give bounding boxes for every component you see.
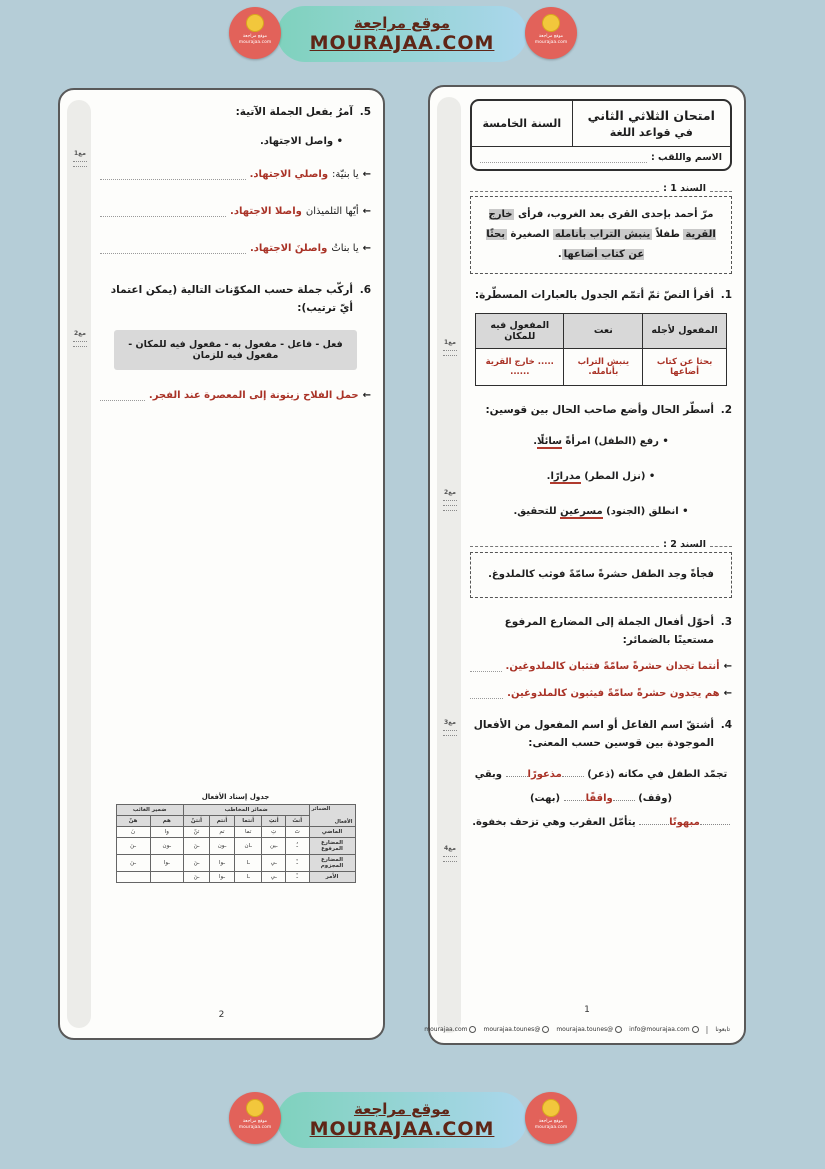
bottom-banner <box>277 1092 527 1148</box>
conjugation-cell: ـنَ <box>183 854 209 871</box>
conjugation-cell: ـُ <box>285 837 309 854</box>
q5-answer-line: ← أيّها التلميذان واصلا الاجتهاد. <box>100 206 371 217</box>
pronoun-header: أنتَ <box>285 815 309 826</box>
mourajaa-logo-badge-top-right <box>525 7 577 59</box>
table-corner-cell: الضمائر الأفعال <box>309 804 355 826</box>
sanad1-label: السند 1 : <box>663 183 706 194</box>
logo-icon <box>542 1099 560 1117</box>
question-2: 2. أسطّر الحال وأضع صاحب الحال بين قوسين: <box>485 403 732 416</box>
conjugation-cell: ـنَ <box>183 837 209 854</box>
table-header: نعت <box>564 313 643 348</box>
arrow-icon: ← <box>723 661 732 673</box>
conjugation-cell: وا <box>150 826 183 837</box>
globe-icon <box>469 1026 476 1033</box>
underlined-phrase: بحثًا عن كتاب أضاعها <box>486 229 645 260</box>
question-5: 5. آمرُ بفعل الجملة الآتية: <box>235 106 371 118</box>
question-4: 4. أشتقّ اسم الفاعل أو اسم المفعول من الأفعال الموجودة بين قوسين حسب المعنى: <box>473 719 732 750</box>
exam-header-row <box>472 101 730 147</box>
criterion-mark: مع2 <box>69 330 91 347</box>
tense-label: الأمر <box>309 871 355 882</box>
conjugation-cell: ـون <box>150 837 183 854</box>
verb-conjugation-table-wrap <box>116 793 356 883</box>
conjugation-cell: تِ <box>262 826 286 837</box>
sanad1-label-row <box>470 183 732 194</box>
q2-item: • (نزل المطر) مدرارًا. <box>546 470 656 482</box>
conjugation-cell <box>116 871 150 882</box>
underlined-hal: مدرارًا <box>550 470 581 482</box>
logo-caption: موقع مراجعة mourajaa.com <box>238 1119 272 1130</box>
table-row <box>116 837 355 854</box>
conjugation-cell: ـي <box>262 871 286 882</box>
underlined-phrase: خارج القرية <box>488 209 716 240</box>
arrow-icon: ← <box>362 242 371 254</box>
conjugation-cell: تم <box>210 826 235 837</box>
q2-item: • انطلق (الجنود) مسرعين للتحقيق. <box>513 505 689 517</box>
q6-answer-line: ← حمل الفلاح زيتونة إلى المعصرة عند الفجر. <box>100 390 371 401</box>
conjugation-cell: ـْ <box>285 854 309 871</box>
site-title-arabic: موقع مراجعة <box>353 14 451 32</box>
criterion-mark: مع4 <box>439 845 461 862</box>
instagram-icon <box>615 1026 622 1033</box>
scan-margin-strip <box>437 97 461 1033</box>
grade-label: السنة الخامسة <box>482 117 562 130</box>
q3-answer-line: ← هم يجدون حشرةً سامّةً فيثبون كالملدوغين. <box>470 688 732 699</box>
conjugation-cell: ـي <box>262 854 286 871</box>
logo-caption: موقع مراجعة mourajaa.com <box>534 34 568 45</box>
exam-page-2 <box>58 88 385 1040</box>
instagram-handle[interactable]: @mourajaa.tounes <box>556 1026 622 1033</box>
answer-word: واقفًا <box>585 793 613 805</box>
logo-icon <box>246 14 264 32</box>
q5-answer-line: ← يا بناتُ واصلنَ الاجتهاد. <box>100 243 371 254</box>
verb-table-title: جدول إسناد الأفعال <box>201 792 270 801</box>
tense-label: المضارع المرفوع <box>309 837 355 854</box>
q6-components-box: فعل - فاعل - مفعول به - مفعول فيه للمكان - مفعول فيه للزمان <box>114 330 358 370</box>
conjugation-cell: ـا <box>234 854 262 871</box>
underlined-phrase: ينبش التراب بأنامله <box>554 229 651 240</box>
exam-page-1 <box>424 85 746 1045</box>
exam-page-2-content <box>100 104 371 1030</box>
page-number: 2 <box>218 1010 225 1020</box>
conjugation-cell: ـْ <box>285 871 309 882</box>
name-fill-line <box>480 154 647 163</box>
mourajaa-logo-badge-bottom-right <box>525 1092 577 1144</box>
top-banner <box>277 6 527 62</box>
pronoun-header: أنتما <box>234 815 262 826</box>
logo-icon <box>246 1099 264 1117</box>
exam-page-1-content <box>470 95 732 1035</box>
table-row <box>116 826 355 837</box>
answer-text: واصلا الاجتهاد. <box>230 205 302 217</box>
conjugation-cell: ـنَ <box>116 854 150 871</box>
scan-margin-strip <box>67 100 91 1028</box>
page-number: 1 <box>584 1005 590 1015</box>
website-link[interactable]: mourajaa.com <box>424 1026 476 1033</box>
answer-word: مبهوتًا <box>669 817 700 829</box>
verb-conjugation-table <box>116 804 356 883</box>
q5-base-sentence: • واصل الاجتهاد. <box>259 135 343 147</box>
conjugation-cell: تنّ <box>183 826 209 837</box>
site-url-link[interactable]: MOURAJAA.COM <box>309 1118 495 1140</box>
criterion-mark: مع1 <box>69 150 91 167</box>
arrow-icon: ← <box>362 205 371 217</box>
conjugation-cell: ـا <box>234 871 262 882</box>
logo-caption: موقع مراجعة mourajaa.com <box>534 1119 568 1130</box>
pronoun-header: هنّ <box>116 815 150 826</box>
criterion-mark: مع1 <box>439 339 461 356</box>
conjugation-cell: ـوا <box>210 854 235 871</box>
underlined-hal: سائلًا <box>537 435 562 447</box>
pronoun-header: أنتِ <box>262 815 286 826</box>
answer-word: مذعورًا <box>527 769 562 781</box>
sanad2-label: السند 2 : <box>663 538 706 550</box>
exam-header-box <box>470 99 732 171</box>
site-title-arabic: موقع مراجعة <box>353 1100 451 1118</box>
name-row <box>472 147 730 169</box>
pronoun-header: أنتنّ <box>183 815 209 826</box>
q4-fill-line: تجمّد الطفل في مكانه (ذعر) مذعورًا وبقي (وقف) واقفًا (بهت) مبهوتًا يتأمّل العقرب وهي تزحف بخفوة. <box>470 763 732 835</box>
logo-icon <box>542 14 560 32</box>
follow-label: تابعونا <box>715 1026 730 1033</box>
pronoun-header: هم <box>150 815 183 826</box>
mourajaa-logo-badge-bottom-left <box>229 1092 281 1144</box>
table-header: المفعول فيه للمكان <box>476 313 564 348</box>
group-header: ضمير الغائب <box>116 804 183 815</box>
underlined-hal: مسرعين <box>560 505 603 517</box>
conjugation-cell: ـوا <box>150 854 183 871</box>
q1-answer-table <box>475 313 727 386</box>
conjugation-cell: نَ <box>116 826 150 837</box>
name-label: الاسم واللقب : <box>650 152 722 163</box>
conjugation-cell: ـان <box>234 837 262 854</box>
conjugation-cell: ـوا <box>210 871 235 882</box>
q5-answer-line: ← يا بنيّة: واصلي الاجتهاد. <box>100 169 371 180</box>
table-row <box>116 871 355 882</box>
tense-label: المضارع المجزوم <box>309 854 355 871</box>
exam-title: امتحان الثلاثي الثاني في قواعد اللغة <box>572 101 730 146</box>
q3-answer-line: ← أنتما تجدان حشرةً سامّةً فتثبان كالملدوغين. <box>470 661 732 672</box>
group-header: ضمائر المخاطب <box>183 804 309 815</box>
table-answer: بحثا عن كتاب أضاعها <box>643 348 726 385</box>
sanad1-text-box: مرّ أحمد بإحدى القرى بعد الغروب، فرأى خارج القرية طفلاً ينبش التراب بأنامله الصغيرة بحثًا عن كتاب أضاعها. <box>470 196 732 274</box>
criterion-mark: مع2 <box>439 489 461 511</box>
answer-text: واصلنَ الاجتهاد. <box>250 242 328 254</box>
conjugation-cell <box>150 871 183 882</box>
conjugation-cell: ـون <box>210 837 235 854</box>
conjugation-cell: ـين <box>262 837 286 854</box>
sanad2-label-row <box>470 539 732 550</box>
tense-label: الماضي <box>309 826 355 837</box>
conjugation-cell: تَ <box>285 826 309 837</box>
facebook-handle[interactable]: @mourajaa.tounes <box>483 1026 549 1033</box>
conjugation-cell: تما <box>234 826 262 837</box>
table-answer: ..... خارج القرية ...... <box>476 348 564 385</box>
table-row <box>116 854 355 871</box>
arrow-icon: ← <box>362 389 371 401</box>
sanad2-text-box: فجأةً وجد الطفل حشرةً سامّةً فوثب كالملدوغ. <box>470 552 732 598</box>
arrow-icon: ← <box>723 688 732 700</box>
table-header: المفعول لأجله <box>643 313 726 348</box>
question-3: 3. أحوّل أفعال الجملة إلى المضارع المرفوع مستعينًا بالضمائر: <box>504 615 732 646</box>
conjugation-cell: ـنَ <box>183 871 209 882</box>
arrow-icon: ← <box>362 168 371 180</box>
email-icon <box>692 1026 699 1033</box>
table-answer: ينبش التراب بأنامله. <box>564 348 643 385</box>
pronoun-header: أنتم <box>210 815 235 826</box>
answer-text: واصلي الاجتهاد. <box>249 168 329 180</box>
question-6: 6. أركّب جملة حسب المكوّنات التالية (يمكن اعتماد أيّ ترتيب): <box>110 283 371 314</box>
question-1: 1. أقرأ النصّ ثمّ أتمّم الجدول بالعبارات المسطّرة: <box>474 289 732 301</box>
email-contact[interactable]: info@mourajaa.com <box>629 1026 698 1033</box>
logo-caption: موقع مراجعة mourajaa.com <box>238 34 272 45</box>
mourajaa-logo-badge-top-left <box>229 7 281 59</box>
social-footer: تابعونا | info@mourajaa.com @mourajaa.tounes @mourajaa.tounes mourajaa.com <box>424 1025 730 1034</box>
facebook-icon <box>542 1026 549 1033</box>
criterion-mark: مع3 <box>439 719 461 736</box>
conjugation-cell: ـنَ <box>116 837 150 854</box>
q2-item: • رفع (الطفل) امرأةً سائلًا. <box>533 435 669 447</box>
site-url-link[interactable]: MOURAJAA.COM <box>309 32 495 54</box>
